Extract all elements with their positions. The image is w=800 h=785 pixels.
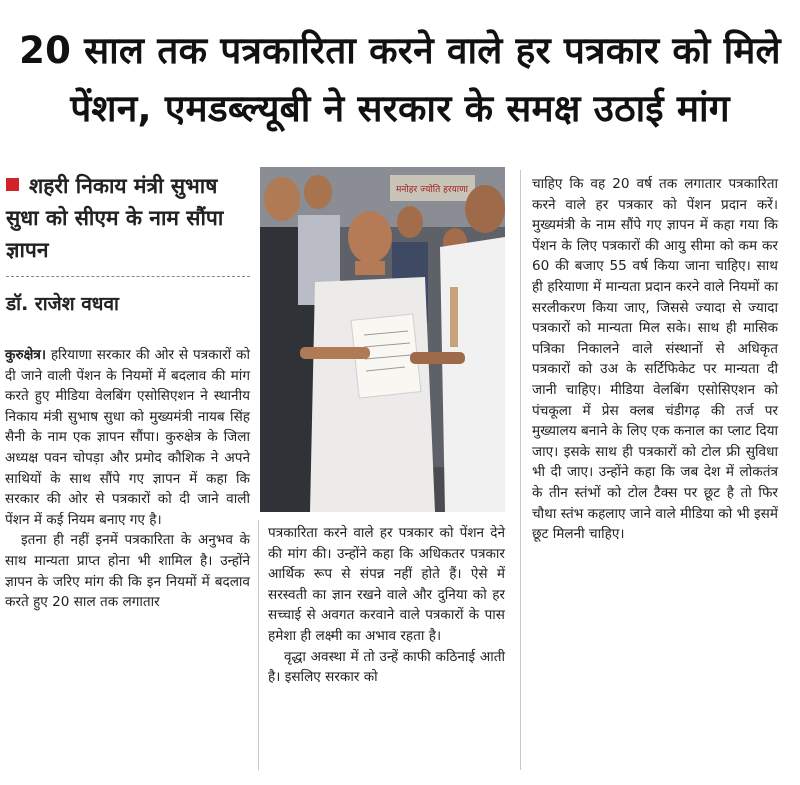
photo-banner-text: मनोहर ज्योति हरयाणा: [396, 185, 468, 195]
headline: [0, 22, 800, 138]
red-square-bullet-icon: [6, 178, 19, 191]
subheading-text: शहरी निकाय मंत्री सुभाष सुधा को सीएम के नाम सौंपा ज्ञापन: [6, 174, 224, 262]
headline-line-2: पेंशन, एमडब्ल्यूबी ने सरकार के समक्ष उठाई मांग: [70, 87, 730, 130]
photo-illustration: [260, 167, 505, 512]
column-divider-1: [258, 520, 259, 770]
column-divider-2: [520, 170, 521, 770]
article-column-3: [532, 174, 778, 545]
dateline: कुरुक्षेत्र।: [5, 347, 46, 363]
subheading: [6, 170, 254, 266]
column1-paragraph-2: इतना ही नहीं इनमें पत्रकारिता के अनुभव के साथ मान्यता प्राप्त होना भी शामिल है। उन्होंने ज्ञापन के जरिए मांग की कि इन नियमों में बदलाव करते हुए 20 साल तक लगातार: [5, 532, 250, 611]
column1-paragraph-1-text: हरियाणा सरकार की ओर से पत्रकारों को दी जाने वाली पेंशन के नियमों में बदलाव की मांग करते हुए मीडिया वेलबिंग एसोसिएशन ने स्थानीय निकाय मंत्री सुभाष सुधा को मुख्यमंत्री नायब सिंह सैनी के नाम एक ज्ञापन सौंपा। कुरुक्षेत्र के जिला अध्यक्ष पवन चोपड़ा और प्रमोद कौशिक ने अपने साथियों के साथ सौंपे गए ज्ञापन में कहा कि सरकार की ओर से पत्रकारों को दी जाने वाली पेंशन में कई नियम बनाए गए है।: [5, 347, 251, 528]
news-photo: [260, 167, 505, 512]
column2-paragraph-1: पत्रकारिता करने वाले हर पत्रकार को पेंशन देने की मांग की। उन्होंने कहा कि अधिकतर पत्रकार आर्थिक रूप से संपन्न नहीं होते हैं। ऐसे में सरस्वती का ज्ञान रखने वाले और दुनिया को हर सच्चाई से अवगत करवाने वाले पत्रकारों के पास हमेशा ही लक्ष्मी का अभाव रहता है।: [268, 525, 505, 644]
column1-paragraph-1: [5, 345, 250, 530]
headline-line-1: 20 साल तक पत्रकारिता करने वाले हर पत्रकार को मिले: [19, 29, 781, 72]
article-column-2: [268, 523, 505, 688]
dashed-separator: [6, 276, 250, 277]
byline: डॉ. राजेश वधवा: [6, 293, 119, 315]
article-column-1: [5, 345, 250, 613]
column3-paragraph-1: चाहिए कि वह 20 वर्ष तक लगातार पत्रकारिता करने वाले हर पत्रकार को पेंशन प्रदान करें। मुख्यमंत्री के नाम सौंपे गए ज्ञापन में कहा गया कि पेंशन के लिए पत्रकारों की आयु सीमा को कम कर 60 की बजाए 55 वर्ष किया जाना चाहिए। साथ ही हरियाणा में मान्यता प्रदान करने वाले नियमों का सरलीकरण किया जाए, जिससे ज्यादा से ज्यादा पत्रकारों को मान्यता मिल सके। साथ ही मासिक पत्रिका निकालने वाले संस्थानों से अधिकृत पत्रकारों को उअ के सर्टिफिकेट पर मान्यता दी जानी चाहिए। मीडिया वेलबिंग एसोसिएशन को पंचकूला में प्रेस क्लब चंडीगढ़ की तर्ज पर मुख्यालय बनाने के लिए एक कनाल का प्लाट दिया जाए। इसके साथ ही पत्रकारों को टोल फ्री सुविधा भी दी जाए। उन्होंने कहा कि जब देश में लोकतंत्र के तीन स्तंभों को टोल टैक्स पर छूट है तो फिर चौथा स्तंभ कहलाए जाने वाले मीडिया को भी इसमें छूट मिलनी चाहिए।: [532, 176, 778, 543]
column2-paragraph-2: वृद्धा अवस्था में तो उन्हें काफी कठिनाई आती है। इसलिए सरकार को: [268, 648, 505, 686]
